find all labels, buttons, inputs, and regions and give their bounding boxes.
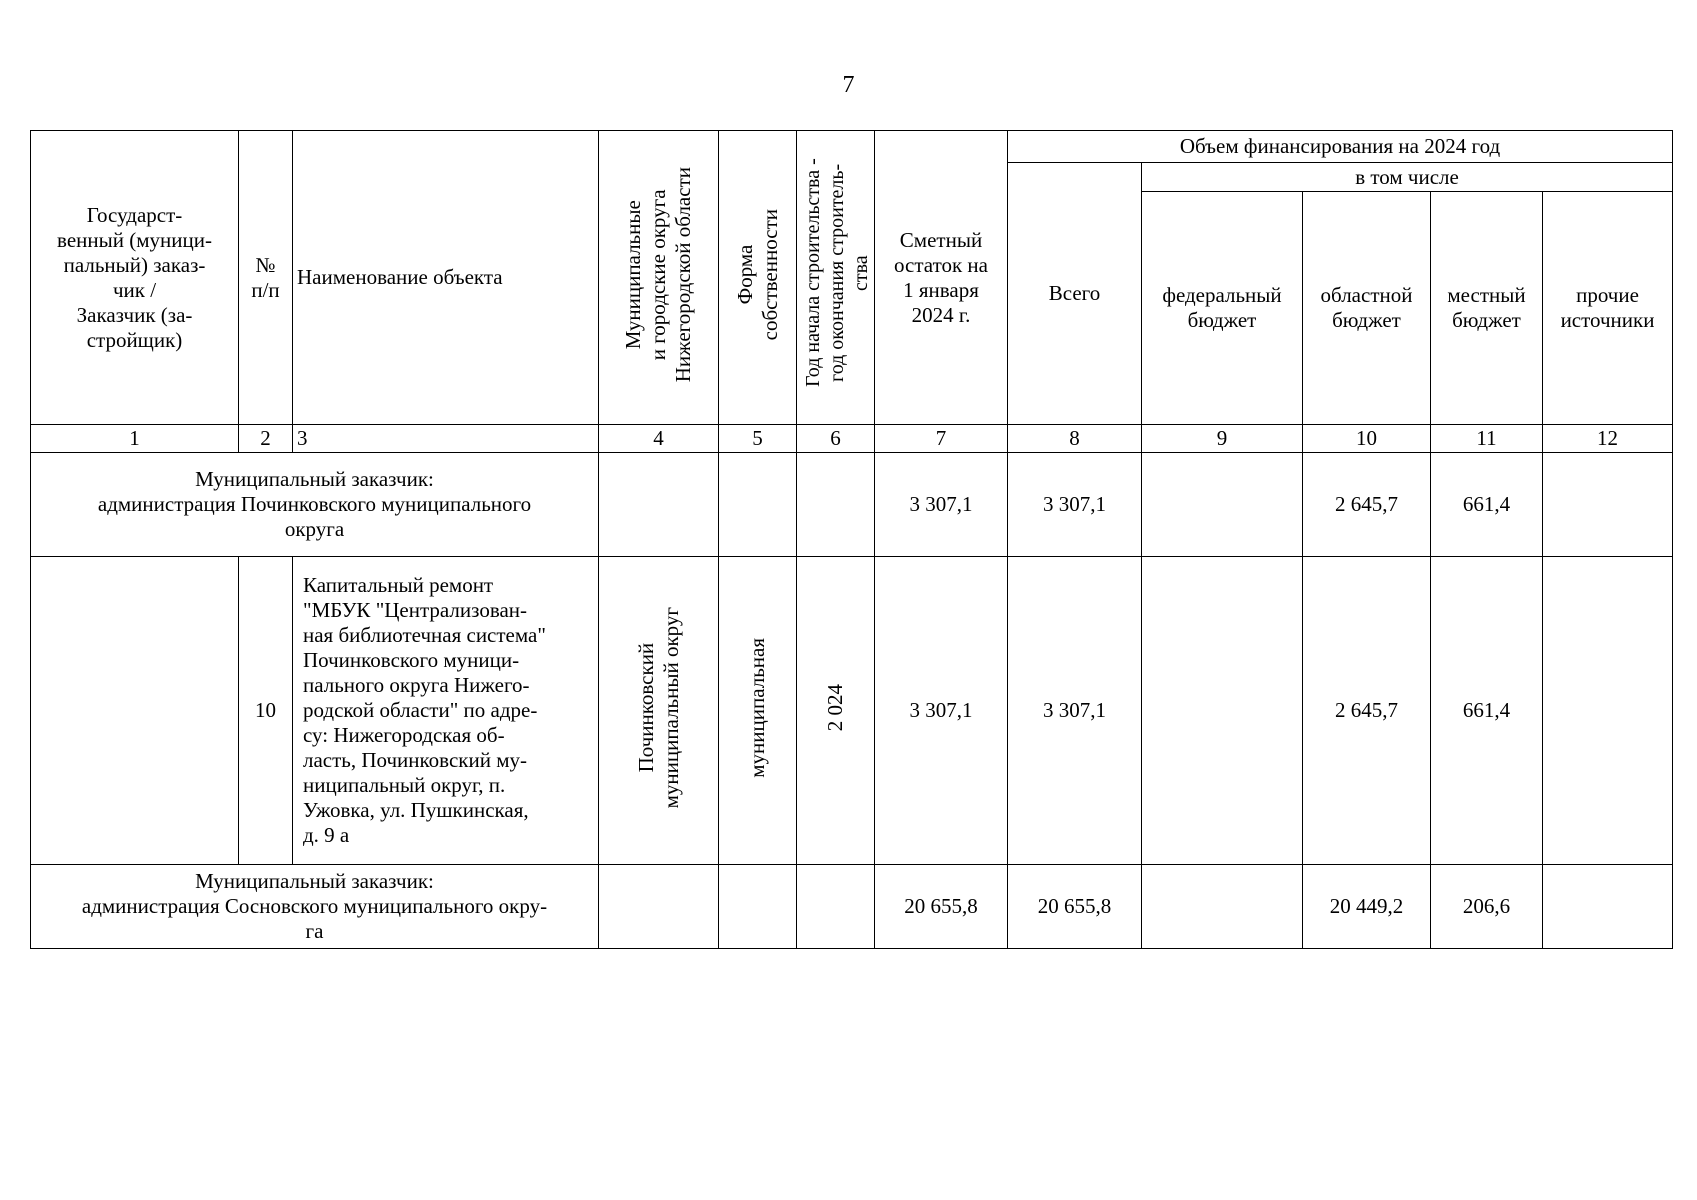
header-estimate: Сметный остаток на 1 января 2024 г. (875, 131, 1008, 425)
header-local: местный бюджет (1431, 192, 1543, 425)
column-number: 5 (719, 425, 797, 453)
header-ownership (719, 131, 797, 425)
estimate-value: 20 655,8 (875, 865, 1008, 949)
header-federal: федеральный бюджет (1142, 192, 1303, 425)
federal-value (1142, 453, 1303, 557)
column-number: 3 (293, 425, 599, 453)
customer-name: Муниципальный заказчик: администрация Сосновского муниципального окру- га (31, 865, 599, 949)
object-ownership (719, 557, 797, 865)
total-value: 3 307,1 (1008, 557, 1142, 865)
total-value: 3 307,1 (1008, 453, 1142, 557)
regional-value: 2 645,7 (1303, 453, 1431, 557)
other-value (1543, 453, 1673, 557)
column-number: 4 (599, 425, 719, 453)
header-object-name: Наименование объекта (293, 131, 599, 425)
column-number: 7 (875, 425, 1008, 453)
customer-row (31, 865, 1673, 949)
object-years (797, 557, 875, 865)
column-number: 10 (1303, 425, 1431, 453)
empty-cell (797, 865, 875, 949)
header-ownership-text: Форма собственности (732, 208, 782, 341)
header-municipalities (599, 131, 719, 425)
empty-cell (599, 865, 719, 949)
column-number: 6 (797, 425, 875, 453)
other-value (1543, 865, 1673, 949)
header-municipalities-text: Муниципальные и городские округа Нижегородской области (621, 166, 695, 383)
empty-cell (797, 453, 875, 557)
object-number: 10 (239, 557, 293, 865)
federal-value (1142, 557, 1303, 865)
estimate-value: 3 307,1 (875, 453, 1008, 557)
header-number: № п/п (239, 131, 293, 425)
funding-table (30, 130, 1673, 949)
empty-cell (719, 865, 797, 949)
header-row (31, 131, 1673, 163)
object-row (31, 557, 1673, 865)
column-number: 11 (1431, 425, 1543, 453)
header-including: в том числе (1142, 163, 1673, 192)
header-regional: областной бюджет (1303, 192, 1431, 425)
header-total: Всего (1008, 163, 1142, 425)
local-value: 661,4 (1431, 557, 1543, 865)
other-value (1543, 557, 1673, 865)
object-municipality (599, 557, 719, 865)
column-number: 9 (1142, 425, 1303, 453)
object-years-text: 2 024 (823, 683, 847, 732)
object-name: Капитальный ремонт "МБУК "Централизован- ная библиотечная система" Починковского муници- пального округа Нижего- родской области" по адре- су: Нижегородская об- ласть, Починковский му- ниципальный округ, п. Ужовка, ул. Пушкинская, д. 9 а (293, 557, 599, 865)
empty-cell (599, 453, 719, 557)
page-number: 7 (842, 72, 855, 98)
object-ownership-text: муниципальная (745, 637, 769, 778)
empty-cell (31, 557, 239, 865)
header-funding-group: Объем финансирования на 2024 год (1008, 131, 1673, 163)
column-number: 2 (239, 425, 293, 453)
header-years-text: Год начала строительства - год окончания строитель- ства (802, 158, 872, 388)
regional-value: 20 449,2 (1303, 865, 1431, 949)
local-value: 661,4 (1431, 453, 1543, 557)
column-number: 12 (1543, 425, 1673, 453)
estimate-value: 3 307,1 (875, 557, 1008, 865)
local-value: 206,6 (1431, 865, 1543, 949)
empty-cell (719, 453, 797, 557)
header-customer: Государст- венный (муници- пальный) заказ- чик / Заказчик (за- стройщик) (31, 131, 239, 425)
total-value: 20 655,8 (1008, 865, 1142, 949)
header-years (797, 131, 875, 425)
header-other: прочие источники (1543, 192, 1673, 425)
object-municipality-text: Починковский муниципальный округ (633, 606, 683, 809)
column-number: 8 (1008, 425, 1142, 453)
federal-value (1142, 865, 1303, 949)
customer-name: Муниципальный заказчик: администрация Починковского муниципального округа (31, 453, 599, 557)
column-number-row (31, 425, 1673, 453)
column-number: 1 (31, 425, 239, 453)
customer-row (31, 453, 1673, 557)
regional-value: 2 645,7 (1303, 557, 1431, 865)
